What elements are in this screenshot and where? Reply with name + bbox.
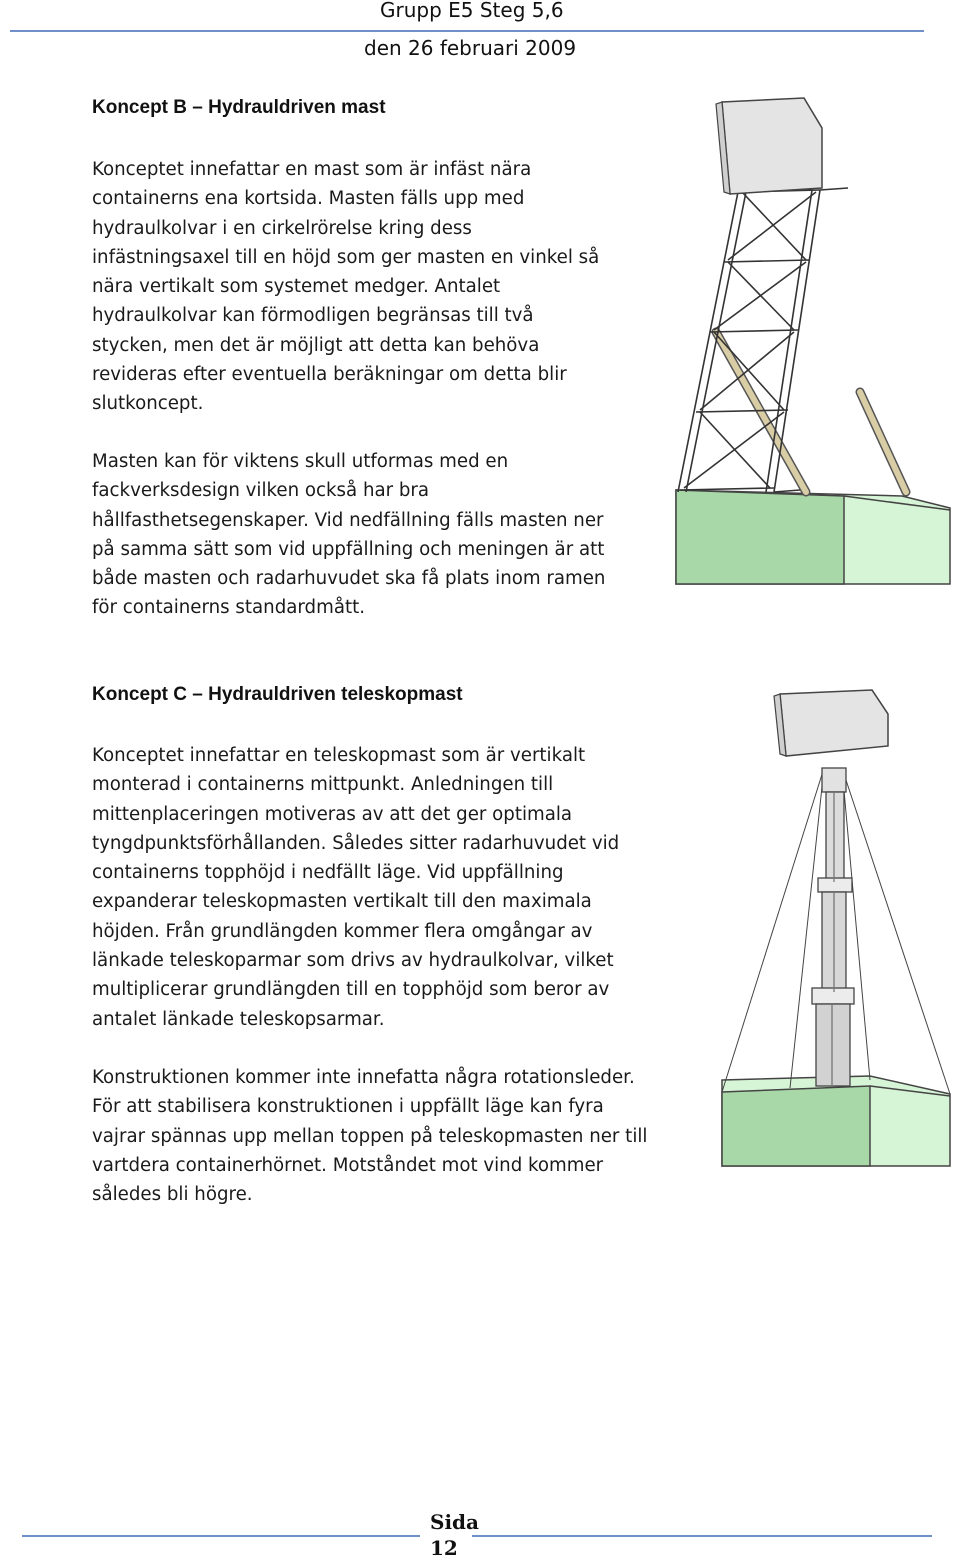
text-line: containerns ena kortsida. Masten fälls upp med <box>92 188 525 210</box>
truss-mast <box>678 188 848 492</box>
text-line: fackverksdesign vilken också har bra <box>92 480 430 502</box>
header-rule <box>10 30 924 32</box>
text-line: expanderar teleskopmasten vertikalt till den maximala <box>92 891 592 913</box>
text-line: mittenplaceringen motiveras av att det ger optimala <box>92 803 573 825</box>
radar-head <box>780 690 888 756</box>
text-line: hydraulkolvar kan förmodligen begränsas till två <box>92 305 534 327</box>
text-line: Konstruktionen kommer inte innefatta några rotationsleder. <box>92 1067 635 1088</box>
text-line: således bli högre. <box>92 1184 253 1206</box>
text-line: antalet länkade teleskopsarmar. <box>92 1008 385 1030</box>
text-line: både masten och radarhuvudet ska få plats inom ramen <box>92 568 606 590</box>
concept-c-paragraph-2 <box>92 1063 647 1209</box>
telescopic-mast <box>812 768 854 1086</box>
container-side <box>722 1086 870 1166</box>
concept-b-paragraph-1 <box>92 155 599 419</box>
text-line: vartdera containerhörnet. Motståndet mot vind kommer <box>92 1154 604 1176</box>
text-line: på samma sätt som vid uppfällning och meningen är att <box>92 538 605 560</box>
text-line: Masten kan för viktens skull utformas med en <box>92 451 509 472</box>
text-line: infästningsaxel till en höjd som ger masten en vinkel så <box>92 246 600 268</box>
text-line: vajrar spännas upp mellan toppen på teleskopmasten ner till <box>92 1125 648 1147</box>
concept-b-paragraph-2 <box>92 447 605 623</box>
text-line: hydraulkolvar i en cirkelrörelse kring dess <box>92 217 472 239</box>
text-line: multiplicerar grundlängden till en topphöjd som beror av <box>92 979 610 1001</box>
text-line: Konceptet innefattar en teleskopmast som är vertikalt <box>92 745 586 766</box>
header-date: den 26 februari 2009 <box>364 36 577 60</box>
text-line: revideras efter eventuella beräkningar om detta blir <box>92 364 567 386</box>
radar-head <box>722 98 822 194</box>
truss-mast-illustration <box>670 92 954 586</box>
concept-b-heading: Koncept B – Hydrauldriven mast <box>92 97 386 118</box>
text-line: länkade teleskoparmar som drivs av hydraulkolvar, vilket <box>92 950 614 972</box>
text-line: containerns topphöjd i nedfällt läge. Vid uppfällning <box>92 862 564 884</box>
text-line: tyngdpunktsförhållanden. Således sitter radarhuvudet vid <box>92 832 620 854</box>
text-line: höjden. Från grundlängden kommer flera omgångar av <box>92 920 593 942</box>
text-line: hållfasthetsegenskaper. Vid nedfällning fälls masten ner <box>92 509 604 531</box>
concept-c-paragraph-1 <box>92 741 619 1034</box>
text-line: För att stabilisera konstruktionen i uppfällt läge kan fyra <box>92 1096 604 1118</box>
container-side <box>676 490 844 584</box>
header-title: Grupp E5 Steg 5,6 <box>380 0 564 22</box>
text-line: stycken, men det är möjligt att detta kan behöva <box>92 334 540 356</box>
concept-c-heading: Koncept C – Hydrauldriven teleskopmast <box>92 684 463 705</box>
footer-page-number: 12 <box>430 1536 458 1560</box>
footer-page-label: Sida <box>430 1510 479 1534</box>
telescopic-mast-illustration <box>694 680 956 1168</box>
text-line: för containerns standardmått. <box>92 597 366 619</box>
footer-rule-left <box>22 1535 420 1537</box>
footer-rule-right <box>472 1535 932 1537</box>
text-line: slutkoncept. <box>92 393 204 415</box>
text-line: monterad i containerns mittpunkt. Anledningen till <box>92 774 554 796</box>
text-line: Konceptet innefattar en mast som är infäst nära <box>92 159 532 180</box>
text-line: nära vertikalt som systemet medger. Antalet <box>92 276 501 298</box>
